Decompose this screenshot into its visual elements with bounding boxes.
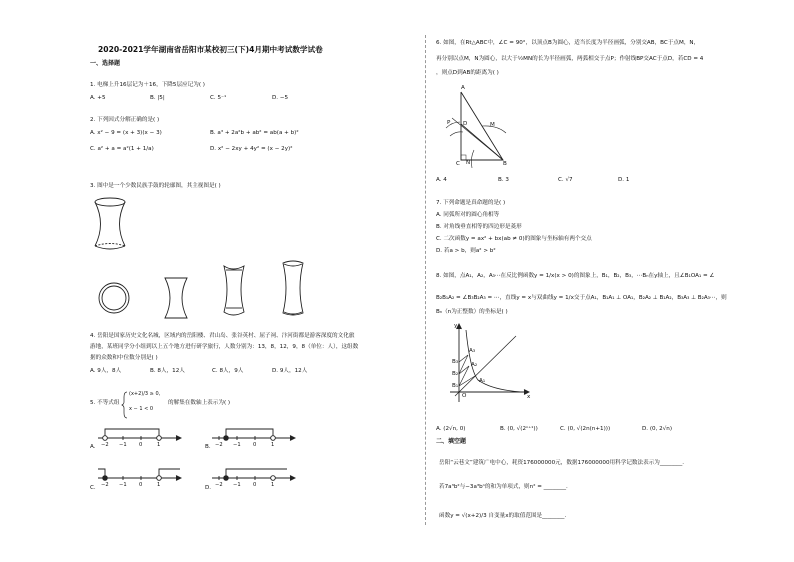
question-1-stem: 1. 电梯上升16层记为＋16，下降5层应记为( ) xyxy=(90,82,205,88)
question-8-option-d: D. (0, 2√n) xyxy=(642,426,673,432)
fig6-label-c: C xyxy=(456,161,460,167)
question-8-option-c: C. (0, √(2n(n+1))) xyxy=(560,426,611,432)
question-2-option-a: A. x² − 9 = (x + 3)(x − 3) xyxy=(90,130,162,136)
question-2-option-d: D. x² − 2xy + 4y² = (x − 2y)² xyxy=(210,146,293,152)
question-6-line-2: 再分别以点M，N为圆心，以大于½MN的长为半径画弧，两弧相交于点P；作射线BP交AC于点D，若CD = 4 xyxy=(436,56,704,62)
question-1-option-a: A. +5 xyxy=(90,95,106,101)
question-5-label-c: C. xyxy=(90,485,96,491)
fig6-label-p: P xyxy=(447,120,451,126)
number-line-d-tick-neg1: −1 xyxy=(233,482,241,488)
fig6-label-d: D xyxy=(463,121,468,127)
question-4-line-3: 据的众数和中位数分别是( ) xyxy=(90,355,158,361)
number-line-c-tick-0: 0 xyxy=(139,482,143,488)
question-3-stem: 3. 图中是一个少数民族手鼓的轮廓图，其主视图是( ) xyxy=(90,183,221,189)
question-4-line-2: 游地，某班同学分小组到以上五个地方进行研学旅行，人数分别为：13，8，12，9，8（单位：人），这组数 xyxy=(90,344,359,350)
question-6-line-3: ，则点D到AB的距离为( ) xyxy=(436,70,499,76)
fig8-label-b2: B₂ xyxy=(452,371,459,377)
question-5-prefix: 5. 不等式组 xyxy=(90,400,120,406)
question-7-option-c: C. 二次函数y = ax² + bx(ab ≠ 0)的图象与坐标轴有两个交点 xyxy=(436,236,592,242)
fig8-label-b3: B₃ xyxy=(452,359,459,365)
fig8-label-y: y xyxy=(454,323,458,329)
question-7-option-a: A. 同弧所对的圆心角相等 xyxy=(436,212,500,218)
number-line-b-tick-neg2: −2 xyxy=(215,442,223,448)
question-1-option-b: B. |5| xyxy=(150,95,165,101)
number-line-d-tick-0: 0 xyxy=(253,482,257,488)
question-4-line-1: 4. 岳阳是国家历史文化名城，区域内的岳阳楼、君山岛、张谷英村、屈子祠、汴河街都是游客深度的文化旅 xyxy=(90,333,355,339)
number-line-c-tick-neg2: −2 xyxy=(101,482,109,488)
question-2-option-b: B. a³ + 2a²b + ab² = ab(a + b)² xyxy=(210,130,299,136)
question-4-option-d: D. 9人，12人 xyxy=(272,368,308,374)
section-choice-heading: 一、选择题 xyxy=(90,60,121,67)
question-4-option-a: A. 9人，8人 xyxy=(90,368,122,374)
question-4-option-c: C. 8人，9人 xyxy=(212,368,244,374)
number-line-c-tick-neg1: −1 xyxy=(119,482,127,488)
fig8-label-a1: A₁ xyxy=(479,378,486,384)
number-line-a-tick-0: 0 xyxy=(139,442,143,448)
number-line-d-tick-1: 1 xyxy=(271,482,275,488)
fig8-label-a3: A₃ xyxy=(469,348,476,354)
question-5-inequality-2: x − 1 < 0 xyxy=(129,406,154,412)
question-6-option-d: D. 1 xyxy=(618,177,630,183)
question-7-option-d: D. 若a > b，则a² > b² xyxy=(436,248,496,254)
question-8-option-a: A. (2√n, 0) xyxy=(436,426,466,432)
section-fill-heading: 二、填空题 xyxy=(436,438,467,445)
fig6-label-a: A xyxy=(461,85,465,91)
question-2-option-c: C. a² + a = a²(1 + 1/a) xyxy=(90,146,154,152)
fig6-label-m: M xyxy=(490,122,495,128)
question-8-line-2: B₂B₁A₂ = ∠B₃B₂A₃ = ⋯，直线y = x与双曲线y = 1/x交于点A₁，B₁A₁ ⊥ OA₁，B₂A₂ ⊥ B₁A₂，B₃A₃ ⊥ B₂A₃⋯，则 xyxy=(436,295,727,301)
number-line-b-tick-1: 1 xyxy=(271,442,275,448)
question-6-option-c: C. √7 xyxy=(558,177,573,183)
number-line-c-tick-1: 1 xyxy=(157,482,161,488)
question-1-option-d: D. −5 xyxy=(272,95,289,101)
question-8-option-b: B. (0, √(2ⁿ⁺¹)) xyxy=(500,426,538,432)
number-line-a-tick-neg2: −2 xyxy=(101,442,109,448)
question-11-text: 函数y = √(x+2)/3 自变量x的取值范围是________. xyxy=(439,513,567,519)
question-5-label-a: A. xyxy=(90,444,96,450)
question-9-text: 岳阳“云巷文”建筑广电中心，耗资176000000元，数据176000000用科学记数法表示为________. xyxy=(439,460,685,466)
question-5-suffix: 的解集在数轴上表示为( ) xyxy=(168,400,231,406)
question-4-option-b: B. 8人，12人 xyxy=(150,368,185,374)
number-line-a-tick-neg1: −1 xyxy=(119,442,127,448)
page-title: 2020-2021学年湖南省岳阳市某校初三(下)4月期中考试数学试卷 xyxy=(98,45,323,54)
question-6-option-b: B. 3 xyxy=(498,177,509,183)
question-2-stem: 2. 下列因式分解正确的是( ) xyxy=(90,117,160,123)
number-line-d-tick-neg2: −2 xyxy=(215,482,223,488)
fig8-label-a2: A₂ xyxy=(471,362,478,368)
fig6-label-b: B xyxy=(503,161,507,167)
question-8-line-1: 8. 如图，点A₁，A₂，A₃⋯在反比例函数y = 1/x(x > 0)的图象上，B₁，B₂，B₃，⋯Bₙ在y轴上，且∠B₁OA₁ = ∠ xyxy=(436,273,715,279)
number-line-b-tick-0: 0 xyxy=(253,442,257,448)
number-line-b-tick-neg1: −1 xyxy=(233,442,241,448)
question-7-option-b: B. 对角线垂直相等的四边形是菱形 xyxy=(436,224,522,230)
question-7-stem: 7. 下列命题是真命题的是( ) xyxy=(436,200,506,206)
question-6-line-1: 6. 如图，在Rt△ABC中，∠C = 90°，以顶点B为圆心，适当长度为半径画弧，分别交AB，BC于点M，N， xyxy=(436,40,700,46)
question-10-text: 若7a³b²与−3a³bⁿ的和为单项式，则n² = ________. xyxy=(439,484,568,490)
fig8-label-x: x xyxy=(527,394,531,400)
fig8-label-b1: B₁ xyxy=(452,383,459,389)
number-line-a-tick-1: 1 xyxy=(157,442,161,448)
question-8-line-3: Bₙ（n为正整数）的坐标是( ) xyxy=(436,309,508,315)
question-5-inequality-1: (x+2)/3 ≥ 0, xyxy=(129,391,161,397)
question-5-label-b: B. xyxy=(205,444,211,450)
question-6-option-a: A. 4 xyxy=(436,177,447,183)
question-5-label-d: D. xyxy=(205,485,212,491)
fig6-label-n: N xyxy=(466,160,471,166)
question-1-option-c: C. 5⁻¹ xyxy=(210,95,227,101)
fig8-label-o: O xyxy=(462,393,467,399)
